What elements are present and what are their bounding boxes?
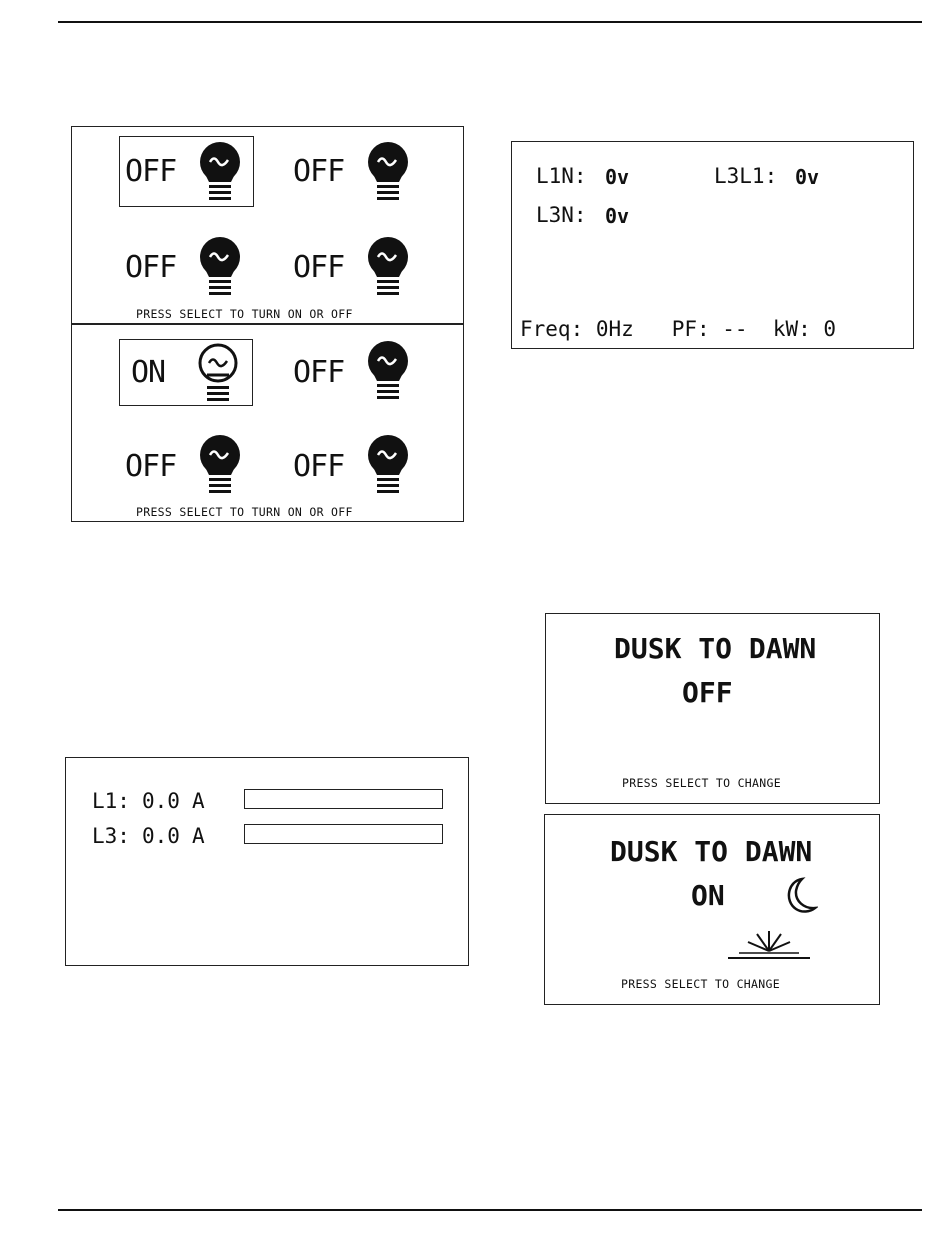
l3n-value: 0v bbox=[605, 204, 630, 228]
light-4-state[interactable]: OFF bbox=[293, 449, 345, 484]
light-3-state[interactable]: OFF bbox=[125, 449, 177, 484]
current-display bbox=[65, 757, 469, 966]
l3n-label: L3N: bbox=[536, 203, 587, 227]
bulb-off-icon[interactable] bbox=[366, 339, 410, 401]
light-panel-hint: PRESS SELECT TO TURN ON OR OFF bbox=[136, 307, 353, 321]
light-panel-hint: PRESS SELECT TO TURN ON OR OFF bbox=[136, 505, 353, 519]
light-2-state[interactable]: OFF bbox=[293, 355, 345, 390]
dusk-to-dawn-off-display bbox=[545, 613, 880, 804]
light-panel-a bbox=[72, 127, 463, 324]
light-1-state[interactable]: ON bbox=[131, 355, 166, 390]
light-2-state[interactable]: OFF bbox=[293, 154, 345, 189]
dusk-to-dawn-hint: PRESS SELECT TO CHANGE bbox=[621, 977, 780, 991]
dusk-to-dawn-hint: PRESS SELECT TO CHANGE bbox=[622, 776, 781, 790]
light-1-state[interactable]: OFF bbox=[125, 154, 177, 189]
dusk-to-dawn-title: DUSK TO DAWN bbox=[610, 835, 813, 868]
dusk-to-dawn-state[interactable]: ON bbox=[691, 879, 725, 912]
l3-value: 0.0 bbox=[142, 824, 180, 848]
bulb-off-icon[interactable] bbox=[198, 140, 242, 202]
l3-label: L3: bbox=[92, 824, 130, 848]
voltage-display bbox=[511, 141, 914, 349]
light-4-state[interactable]: OFF bbox=[293, 250, 345, 285]
top-rule bbox=[58, 21, 922, 23]
bottom-rule bbox=[58, 1209, 922, 1211]
sunrise-icon bbox=[724, 925, 814, 963]
bulb-off-icon[interactable] bbox=[366, 140, 410, 202]
l3-current-bar bbox=[244, 824, 443, 844]
bulb-off-icon[interactable] bbox=[198, 235, 242, 297]
moon-icon bbox=[778, 875, 818, 917]
power-footer: Freq: 0Hz PF: -- kW: 0 bbox=[520, 317, 837, 341]
bulb-off-icon[interactable] bbox=[366, 433, 410, 495]
l1n-label: L1N: bbox=[536, 164, 587, 188]
l1-label: L1: bbox=[92, 789, 130, 813]
l1n-value: 0v bbox=[605, 165, 630, 189]
light-3-state[interactable]: OFF bbox=[125, 250, 177, 285]
dusk-to-dawn-state[interactable]: OFF bbox=[682, 676, 733, 709]
light-panel-b bbox=[72, 325, 463, 522]
light-switch-display bbox=[71, 126, 464, 522]
bulb-on-icon[interactable] bbox=[196, 341, 240, 403]
l1-value: 0.0 bbox=[142, 789, 180, 813]
dusk-to-dawn-title: DUSK TO DAWN bbox=[614, 632, 817, 665]
l1-unit: A bbox=[192, 789, 205, 813]
bulb-off-icon[interactable] bbox=[198, 433, 242, 495]
l1-current-bar bbox=[244, 789, 443, 809]
dusk-to-dawn-on-display bbox=[544, 814, 880, 1005]
l3l1-label: L3L1: bbox=[714, 164, 778, 188]
l3-unit: A bbox=[192, 824, 205, 848]
l3l1-value: 0v bbox=[795, 165, 820, 189]
bulb-off-icon[interactable] bbox=[366, 235, 410, 297]
